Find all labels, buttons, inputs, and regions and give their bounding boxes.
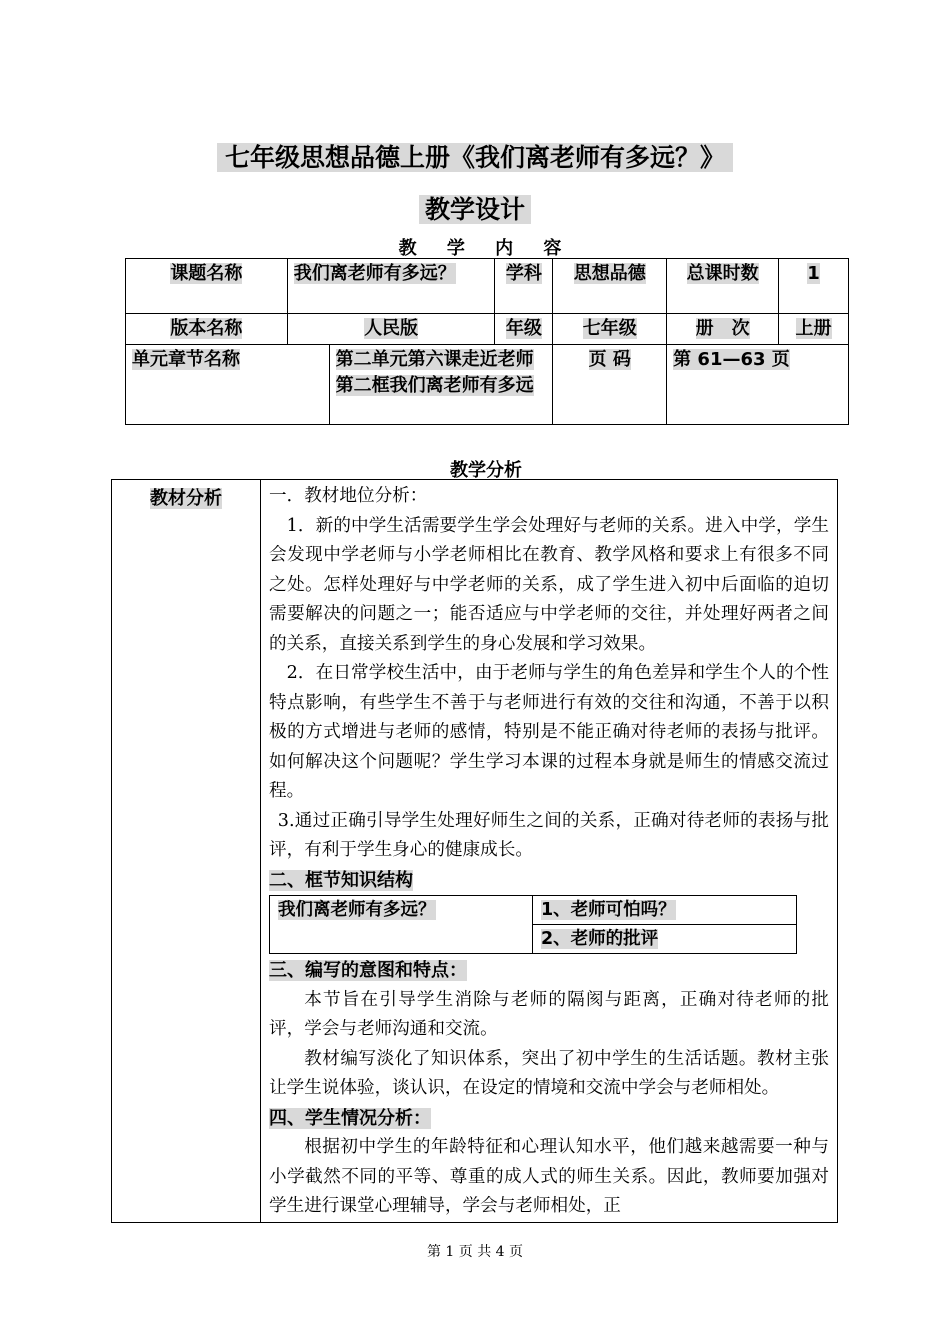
chapter-label: 单元章节名称: [126, 345, 330, 425]
topic-value: 我们离老师有多远？: [287, 259, 495, 314]
page-value: 第 61—63 页: [667, 345, 849, 425]
s1-paragraph-1: 1．新的中学生活需要学生学会处理好与老师的关系。进入中学，学生会发现中学老师与小学老师相比在教育、教学风格和要求上有很多不同之处。怎样处理好与中学老师的关系，成了学生进入初中后面临的迫切需要解决的问题之一；能否适应与中学老师的交往，并处理好两者之间的关系，直接关系到学生的身心发展和学习效果。: [269, 515, 829, 654]
topic-label: 课题名称: [126, 259, 288, 314]
s3-paragraph-2: 教材编写淡化了知识体系，突出了初中学生的生活话题。教材主张让学生说体验，谈认识，在设定的情境和交流中学会与老师相处。: [269, 1048, 829, 1098]
s3-title: 三、编写的意图和特点：: [269, 960, 467, 981]
volume-label: 册 次: [667, 314, 779, 345]
structure-item-2: 2、老师的批评: [533, 925, 797, 954]
title-line-1: 七年级思想品德上册《我们离老师有多远？》: [217, 143, 733, 172]
s1-title: 一．教材地位分析：: [269, 486, 428, 506]
s4-title: 四、学生情况分析：: [269, 1107, 431, 1129]
subject-value: 思想品德: [553, 259, 667, 314]
structure-item-1: 1、老师可怕吗？: [533, 896, 797, 925]
section-heading-analysis: 教学分析: [450, 460, 522, 481]
s4-paragraph-1: 根据初中学生的年龄特征和心理认知水平，他们越来越需要一种与小学截然不同的平等、尊重的成人式的师生关系。因此，教师要加强对学生进行课堂心理辅导，学会与老师相处，正: [269, 1137, 829, 1216]
s1-paragraph-2: 2．在日常学校生活中，由于老师与学生的角色差异和学生个人的个性特点影响，有些学生不善于与老师进行有效的交往和沟通，不善于以积极的方式增进与老师的感情，特别是不能正确对待老师的表扬与批评。如何解决这个问题呢？学生学习本课的过程本身就是师生的情感交流过程。: [269, 663, 829, 801]
edition-label: 版本名称: [126, 314, 288, 345]
page-label: 页 码: [553, 345, 667, 425]
edition-value: 人民版: [287, 314, 495, 345]
analysis-label: 教材分析: [112, 480, 261, 1223]
section-heading-content: 教 学 内 容: [398, 238, 574, 259]
hours-label: 总课时数: [667, 259, 779, 314]
analysis-table: [111, 479, 838, 1223]
subject-label: 学科: [495, 259, 553, 314]
analysis-body: [261, 480, 838, 1223]
grade-value: 七年级: [553, 314, 667, 345]
page-footer: 第 1 页 共 4 页: [426, 1244, 524, 1260]
hours-value: 1: [779, 259, 849, 314]
s2-title: 二、框节知识结构: [269, 869, 413, 891]
s3-paragraph-1: 本节旨在引导学生消除与老师的隔阂与距离，正确对待老师的批评，学会与老师沟通和交流。: [269, 989, 829, 1039]
knowledge-structure-table: [269, 895, 797, 954]
s1-paragraph-3: 3.通过正确引导学生处理好师生之间的关系，正确对待老师的表扬与批评，有利于学生身心的健康成长。: [269, 810, 829, 860]
lesson-info-table: [125, 258, 849, 425]
title-line-2: 教学设计: [419, 195, 531, 224]
structure-root: 我们离老师有多远？: [270, 896, 533, 954]
document-title: [0, 138, 950, 174]
chapter-value: 第二单元第六课走近老师第二框我们离老师有多远: [329, 345, 553, 425]
grade-label: 年级: [495, 314, 553, 345]
document-subtitle: [0, 190, 950, 226]
volume-value: 上册: [779, 314, 849, 345]
